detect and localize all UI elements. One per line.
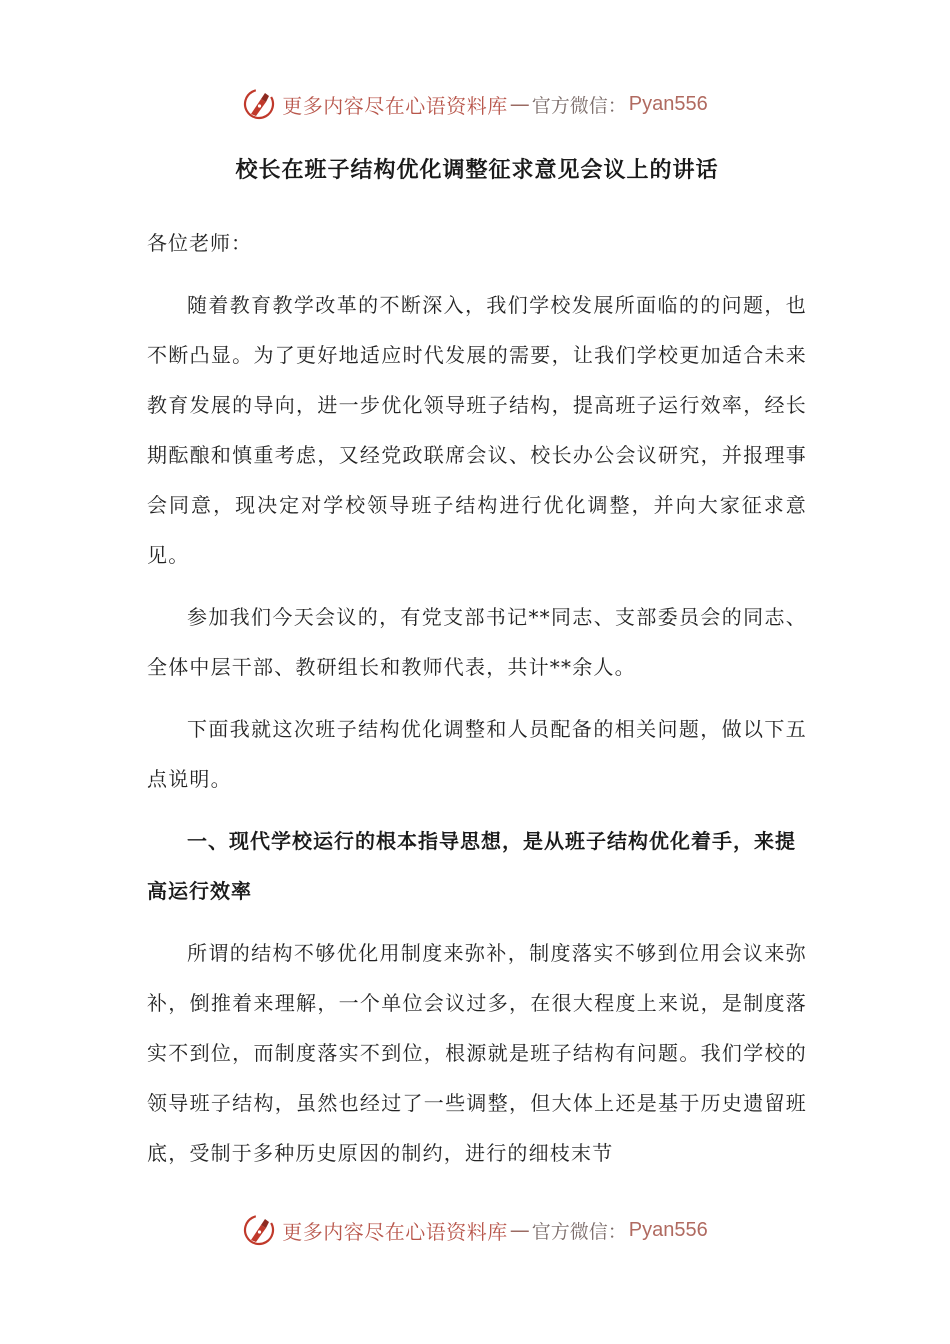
banner-wechat-id: Pyan556 [628,92,708,115]
paragraph: 参加我们今天会议的，有党支部书记**同志、支部委员会的同志、全体中层干部、教研组长和教师代表，共计**余人。 [147,605,807,679]
banner-dash: — [509,92,530,116]
document-title: 校长在班子结构优化调整征求意见会议上的讲话 [235,158,719,183]
banner-brand-text: 更多内容尽在心语资料库 [282,93,508,118]
pen-nib-logo-icon [242,87,276,121]
paragraph: 随着教育教学改革的不断深入，我们学校发展所面临的的问题，也不断凸显。为了更好地适应时代发展的需要，让我们学校更加适合未来教育发展的导向，进一步优化领导班子结构，提高班子运行效率，经长期酝酿和慎重考虑，又经党政联席会议、校长办公会议研究，并报理事会同意，现决定对学校领导班子结构进行优化调整，并向大家征求意见。 [147,293,807,567]
pen-nib-logo-icon [242,1213,276,1247]
paragraph: 所谓的结构不够优化用制度来弥补，制度落实不够到位用会议来弥补，倒推着来理解，一个单位会议过多，在很大程度上来说，是制度落实不到位，而制度落实不到位，根源就是班子结构有问题。我们学校的领导班子结构，虽然也经过了一些调整，但大体上还是基于历史遗留班底，受制于多种历史原因的制约，进行的细枝末节 [147,941,807,1165]
paragraph: 下面我就这次班子结构优化调整和人员配备的相关问题，做以下五点说明。 [147,717,807,791]
salutation: 各位老师： [147,231,252,255]
banner-brand-text: 更多内容尽在心语资料库 [282,1219,508,1244]
banner-wechat-id: Pyan556 [628,1218,708,1241]
footer-banner [0,1210,950,1250]
document-body [147,148,807,1190]
banner-contact-label: 官方微信： [531,94,627,117]
banner-contact-label: 官方微信： [531,1220,627,1243]
header-banner [0,84,950,124]
section-heading-1: 一、现代学校运行的根本指导思想，是从班子结构优化着手，来提高运行效率 [147,829,796,903]
banner-dash: — [509,1218,530,1242]
